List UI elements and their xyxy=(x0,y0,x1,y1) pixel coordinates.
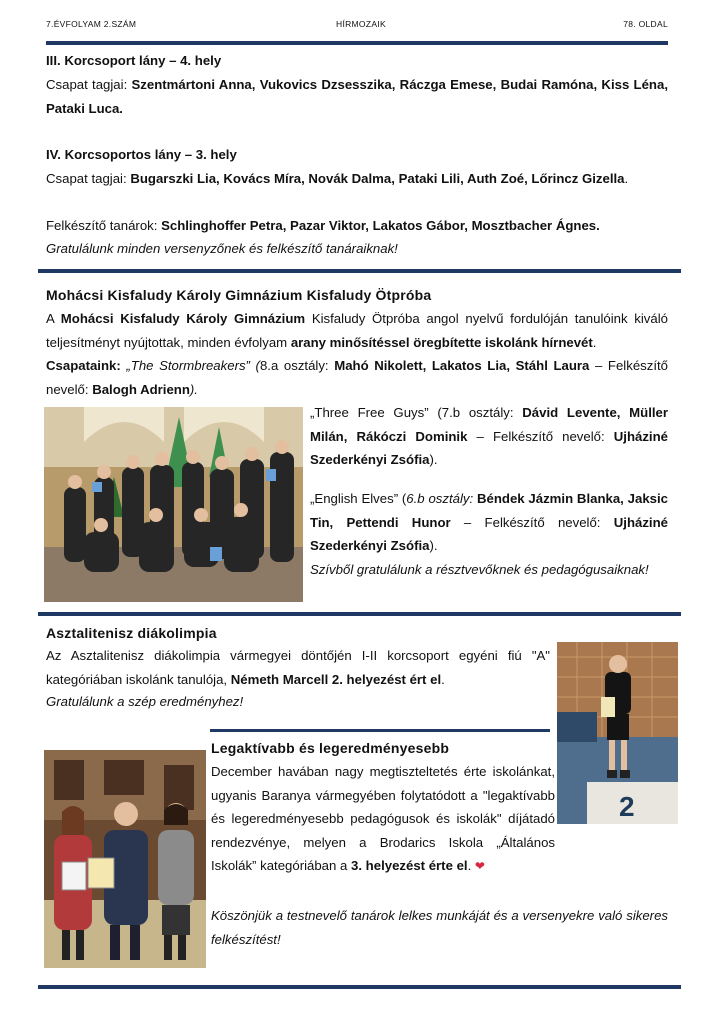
heart-icon: ❤ xyxy=(474,859,485,873)
teams-label: Csapataink: xyxy=(46,358,121,373)
header-rule xyxy=(46,41,668,45)
members: Béndek Jázmin Blanka, Jaksic Tin, Pettendi Hunor xyxy=(310,491,668,530)
team-members-iii xyxy=(46,73,668,120)
table-tennis-text xyxy=(46,644,550,691)
team-stormbreakers xyxy=(46,354,668,401)
category-heading-iii: III. Korcsoport lány – 4. hely xyxy=(46,53,222,68)
students-group-photo xyxy=(44,407,303,602)
class: 8.a osztály: xyxy=(259,358,335,373)
achievement: arany minősítéssel öregbítette iskolánk hírnevét xyxy=(290,334,593,350)
period: . xyxy=(624,171,629,186)
result: 3. helyezést érte el xyxy=(351,858,468,873)
text: Kisfaludy Ötpróba angol nyelvű fordulóján tanulóink kiváló teljesítményt nyújtottak, minden évfolyam xyxy=(46,311,669,350)
thanks-text: Köszönjük a testnevelő tanárok lelkes munkáját és a versenyekre való sikeres felkészítést! xyxy=(211,908,668,947)
text: December havában nagy megtiszteltetés érte iskolánkat, ugyanis Baranya vármegyében folytatódott a "legaktívabb és legeredményesebb pedagógusok és iskolák" díjátadó rendezvénye, melyen a Brodarics Iskola „Általános Iskolák” kategóriában a xyxy=(211,764,555,873)
text: . xyxy=(592,334,597,350)
congrats-line: Gratulálunk minden versenyzőnek és felkészítő tanáraiknak! xyxy=(46,241,398,256)
mentor: Ujháziné Szederkényi Zsófia xyxy=(310,514,668,553)
team-english-elves xyxy=(310,487,668,558)
header-page-number: 78. OLDAL xyxy=(623,19,668,29)
most-active-text xyxy=(211,760,555,879)
footer-rule xyxy=(38,985,681,989)
mentor-label: – Felkészítő nevelő: xyxy=(450,514,614,530)
table-tennis-congrats: Gratulálunk a szép eredményhez! xyxy=(46,694,244,709)
otproba-intro xyxy=(46,307,668,354)
members-label: Csapat tagjai: xyxy=(46,77,132,92)
teachers-line xyxy=(46,214,668,238)
member-names: Bugarszki Lia, Kovács Míra, Novák Dalma, Pataki Lili, Auth Zoé, Lőrincz Gizella xyxy=(130,171,625,186)
text: . xyxy=(441,671,445,687)
school-name: Mohácsi Kisfaludy Károly Gimnázium xyxy=(60,311,306,326)
text: . xyxy=(467,858,475,873)
award-ceremony-photo xyxy=(44,750,206,968)
text: A xyxy=(46,311,61,326)
team-name: „Three Free Guys” ( xyxy=(310,405,442,420)
short-section-rule xyxy=(210,729,550,732)
members: Dávid Levente, Müller Milán, Rákóczi Dominik xyxy=(310,405,669,444)
mentor-label: – Felkészítő nevelő: xyxy=(467,428,614,444)
section-title-otproba: Mohácsi Kisfaludy Károly Gimnázium Kisfaludy Ötpróba xyxy=(46,287,432,303)
team-three-free-guys xyxy=(310,401,668,472)
header-title: HÍRMOZAIK xyxy=(336,19,386,29)
mentor: Ujháziné Szederkényi Zsófia xyxy=(310,428,668,467)
category-heading-iv: IV. Korcsoportos lány – 3. hely xyxy=(46,147,237,162)
members: Mahó Nikolett, Lakatos Lia, Stáhl Laura xyxy=(334,358,590,373)
teacher-names: Schlinghoffer Petra, Pazar Viktor, Lakatos Gábor, Mosztbacher Ágnes. xyxy=(161,218,600,233)
class: 6.b osztály: xyxy=(406,491,477,506)
header-issue: 7.ÉVFOLYAM 2.SZÁM xyxy=(46,19,137,29)
mentor: Balogh Adrienn xyxy=(92,381,190,397)
podium-number: 2 xyxy=(619,791,635,822)
teachers-label: Felkészítő tanárok: xyxy=(46,218,162,233)
section-rule xyxy=(38,612,681,616)
section-title-table-tennis: Asztalitenisz diákolimpia xyxy=(46,625,217,641)
member-names: Szentmártoni Anna, Vukovics Dzsesszika, Ráczga Emese, Budai Ramóna, Kiss Léna, Pataki Luca. xyxy=(46,77,668,116)
text: ). xyxy=(189,381,198,397)
section-title-most-active: Legaktívabb és legeredményesebb xyxy=(211,740,450,756)
team-members-iv xyxy=(46,167,668,191)
section-rule xyxy=(38,269,681,273)
text: ). xyxy=(429,452,438,467)
class: 7.b osztály: xyxy=(441,405,523,420)
mentor-label: – Felkészítő nevelő: xyxy=(46,358,669,397)
team-name: „The Stormbreakers” ( xyxy=(120,358,260,373)
text: ). xyxy=(429,538,438,553)
result: Németh Marcell 2. helyezést ért el xyxy=(230,671,442,687)
members-label: Csapat tagjai: xyxy=(46,171,131,186)
otproba-congrats: Szívből gratulálunk a résztvevőknek és pedagógusaiknak! xyxy=(310,562,649,577)
text: Az Asztalitenisz diákolimpia vármegyei döntőjén I-II korcsoport egyéni fiú "A" kategóriában iskolánk tanulója, xyxy=(46,648,550,687)
team-name: „English Elves” ( xyxy=(310,491,407,506)
table-tennis-photo xyxy=(557,642,678,824)
